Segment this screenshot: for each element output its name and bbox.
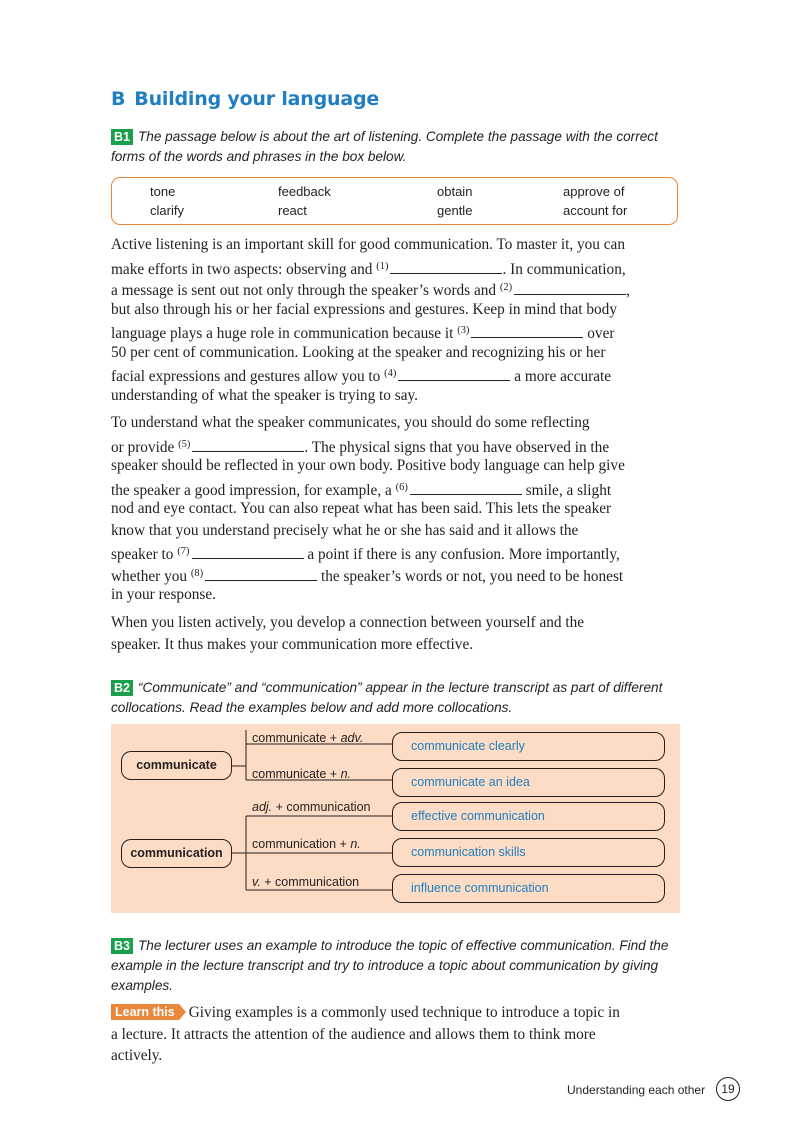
- passage-text: whether you: [111, 567, 188, 585]
- b2-instruction-text: “Communicate” and “communication” appear in the lecture transcript as part of different collocations. Read the examples below and add more collocations.: [111, 680, 663, 715]
- blank-8[interactable]: [205, 567, 317, 581]
- word-box-item: obtain: [437, 184, 473, 199]
- blank-number: (7): [177, 546, 190, 557]
- passage-line: but also through his or her facial expressions and gestures. Keep in mind that body: [111, 300, 617, 318]
- blank-number: (6): [395, 481, 408, 493]
- blank-5[interactable]: [192, 438, 304, 452]
- word-box-item: clarify: [150, 203, 184, 218]
- page-number: 19: [716, 1077, 740, 1101]
- pattern-text: communication +: [252, 837, 347, 851]
- pattern-text: + communication: [264, 875, 360, 889]
- passage-line: [111, 277, 681, 299]
- passage-line: [111, 541, 681, 563]
- blank-number: (2): [499, 282, 513, 293]
- passage-line: understanding of what the speaker is trying to say.: [111, 386, 418, 404]
- passage-text: ,: [626, 282, 630, 299]
- passage-line: in your response.: [111, 586, 216, 603]
- blank-4[interactable]: [398, 367, 510, 381]
- collocation-answer[interactable]: influence communication: [392, 874, 665, 903]
- passage-text: a point if there is any confusion. More importantly,: [307, 546, 620, 563]
- pattern-text: communicate +: [252, 731, 338, 745]
- pattern-communicate-adv: [252, 731, 363, 746]
- passage-paragraph-2: [111, 412, 681, 606]
- word-box-item: tone: [150, 184, 176, 199]
- b1-badge: B1: [111, 129, 133, 145]
- blank-number: (3): [457, 325, 470, 336]
- pattern-part-of-speech: n.: [340, 767, 352, 781]
- passage-paragraph-1: [111, 234, 681, 406]
- root-communication: communication: [121, 839, 232, 868]
- passage-line: [111, 477, 681, 499]
- b1-instruction: [111, 127, 686, 167]
- learn-this-tip: [111, 1002, 681, 1067]
- passage-line: [111, 434, 681, 456]
- b2-instruction: [111, 678, 686, 718]
- passage-line: Active listening is an important skill for good communication. To master it, you can: [111, 236, 625, 253]
- learn-line: a lecture. It attracts the attention of the audience and allows them to think more: [111, 1025, 596, 1043]
- blank-number: (1): [376, 260, 389, 272]
- pattern-communication-n: [252, 837, 361, 852]
- collocation-answer[interactable]: communicate an idea: [392, 768, 665, 797]
- passage-text: . In communication,: [502, 260, 626, 278]
- word-box-item: approve of: [563, 184, 625, 199]
- passage-line: To understand what the speaker communicates, you should do some reflecting: [111, 414, 590, 431]
- word-box-item: gentle: [437, 203, 473, 218]
- pattern-text: communicate +: [252, 767, 338, 781]
- passage-text: the speaker a good impression, for example, a: [111, 481, 392, 499]
- pattern-part-of-speech: adv.: [340, 731, 364, 745]
- section-heading: [111, 88, 379, 110]
- blank-6[interactable]: [410, 481, 522, 495]
- passage-line: nod and eye contact. You can also repeat what has been said. This lets the speaker: [111, 500, 612, 517]
- passage-paragraph-3: [111, 612, 681, 655]
- learn-line: [111, 1002, 681, 1024]
- pattern-adj-communication: [252, 800, 370, 815]
- passage-text: a more accurate: [514, 368, 612, 385]
- passage-text: over: [587, 325, 615, 342]
- passage-text: make efforts in two aspects: observing and: [111, 260, 373, 278]
- passage-line: [111, 256, 681, 278]
- blank-number: (8): [190, 567, 204, 579]
- blank-number: (5): [178, 438, 191, 450]
- section-letter: B: [111, 88, 126, 110]
- collocation-answer[interactable]: communication skills: [392, 838, 665, 867]
- word-box-item: react: [278, 203, 307, 218]
- b3-badge: B3: [111, 938, 133, 954]
- collocation-answer[interactable]: communicate clearly: [392, 732, 665, 761]
- passage-line: speaker. It thus makes your communication more effective.: [111, 635, 474, 653]
- passage-text: the speaker’s words or not, you need to be honest: [320, 567, 624, 585]
- passage-text: smile, a slight: [525, 481, 612, 499]
- blank-2[interactable]: [514, 281, 626, 295]
- pattern-v-communication: [252, 875, 359, 890]
- pattern-part-of-speech: v.: [252, 875, 261, 889]
- passage-text: . The physical signs that you have observed in the: [304, 438, 610, 456]
- blank-number: (4): [384, 368, 397, 379]
- passage-line: [111, 363, 681, 385]
- collocation-diagram: [111, 724, 680, 913]
- b3-instruction: [111, 936, 681, 996]
- collocation-answer[interactable]: effective communication: [392, 802, 665, 831]
- passage-line: speaker should be reflected in your own body. Positive body language can help give: [111, 457, 625, 474]
- pattern-text: + communication: [275, 800, 371, 814]
- blank-7[interactable]: [192, 545, 304, 559]
- section-title: Building your language: [134, 88, 380, 110]
- b3-instruction-text: The lecturer uses an example to introduce the topic of effective communication. Find the example in the lecture transcript and try to introduce a topic about communication by giving examples.: [111, 938, 669, 993]
- learn-text: Giving examples is a commonly used technique to introduce a topic in: [188, 1004, 620, 1021]
- passage-text: language plays a huge role in communication because it: [111, 325, 454, 342]
- blank-1[interactable]: [390, 260, 502, 274]
- word-box: [111, 177, 678, 225]
- passage-text: facial expressions and gestures allow you to: [111, 368, 381, 385]
- pattern-part-of-speech: adj.: [252, 800, 273, 814]
- learn-line: actively.: [111, 1047, 163, 1064]
- footer-title: Understanding each other: [567, 1083, 706, 1097]
- passage-line: 50 per cent of communication. Looking at the speaker and recognizing his or her: [111, 343, 606, 361]
- passage-text: or provide: [111, 438, 175, 456]
- passage-text: speaker to: [111, 546, 174, 563]
- root-communicate: communicate: [121, 751, 232, 780]
- learn-this-label: Learn this: [111, 1004, 179, 1020]
- passage-line: [111, 320, 681, 342]
- passage-line: When you listen actively, you develop a connection between yourself and the: [111, 614, 585, 631]
- blank-3[interactable]: [471, 324, 583, 338]
- word-box-item: account for: [563, 203, 628, 218]
- passage-text: a message is sent out not only through the speaker’s words and: [111, 282, 497, 299]
- b2-badge: B2: [111, 680, 133, 696]
- b1-instruction-text: The passage below is about the art of listening. Complete the passage with the correct forms of the words and phrases in the box below.: [111, 129, 658, 164]
- passage-line: know that you understand precisely what he or she has said and it allows the: [111, 521, 579, 539]
- passage-line: [111, 563, 681, 585]
- pattern-part-of-speech: n.: [350, 837, 361, 851]
- pattern-communicate-n: [252, 767, 351, 782]
- word-box-item: feedback: [278, 184, 331, 199]
